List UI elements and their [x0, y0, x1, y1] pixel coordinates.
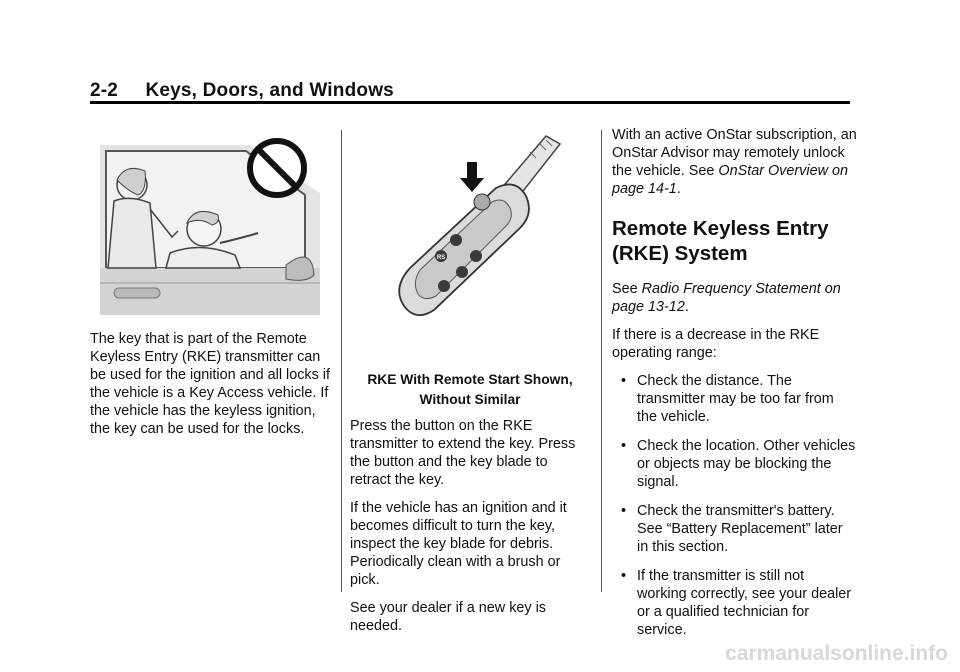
caption-line-2: Without Similar [419, 392, 521, 407]
children-in-car-illustration [100, 133, 320, 315]
footer-watermark: carmanualsonline.info [725, 642, 948, 665]
radio-frequency-paragraph: See Radio Frequency Statement on page 13-12. [612, 281, 841, 315]
onstar-paragraph: With an active OnStar subscription, an OnStar Advisor may remotely unlock the vehicle. See OnStar Overview on page 14-1. [612, 127, 857, 197]
caption-line-1: RKE With Remote Start Shown, [367, 372, 573, 387]
column-3 [612, 126, 857, 650]
column-2 [350, 370, 590, 645]
page-header: 2-2 Keys, Doors, and Windows [90, 80, 394, 101]
onstar-reference-link[interactable]: OnStar Overview on page 14-1 [612, 163, 848, 197]
figure-caption [350, 370, 590, 410]
remote-start-button-label: RS [436, 255, 446, 261]
header-rule [90, 101, 850, 104]
column-divider-1 [341, 130, 342, 592]
section-heading: Remote Keyless Entry (RKE) System [612, 217, 829, 265]
radio-frequency-reference-link[interactable]: Radio Frequency Statement on page 13-12 [612, 281, 841, 315]
range-checklist [612, 372, 857, 639]
column-1 [90, 330, 335, 448]
rke-key-fob-illustration [370, 130, 570, 320]
column-divider-2 [601, 130, 602, 592]
key-intro-paragraph: The key that is part of the Remote Keyless Entry (RKE) transmitter can be used for the ignition and all locks if the vehicle is a Key Access vehicle. If the vehicle has the keyless ignition, the key can be used for the locks. [90, 331, 330, 437]
list-item: • Check the location. Other vehicles or objects may be blocking the signal. [621, 438, 856, 490]
new-key-paragraph: See your dealer if a new key is needed. [350, 600, 546, 634]
range-decrease-paragraph: If there is a decrease in the RKE operating range: [612, 327, 820, 361]
list-item: • Check the distance. The transmitter may be too far from the vehicle. [621, 373, 834, 425]
list-item: • If the transmitter is still not working correctly, see your dealer or a qualified technician for service. [621, 568, 852, 638]
extend-key-paragraph: Press the button on the RKE transmitter to extend the key. Press the button and the key blade to retract the key. [350, 418, 576, 488]
ignition-paragraph: If the vehicle has an ignition and it becomes difficult to turn the key, inspect the key blade for debris. Periodically clean with a brush or pick. [350, 500, 567, 588]
list-item: • Check the transmitter's battery. See “Battery Replacement” later in this section. [621, 503, 843, 555]
